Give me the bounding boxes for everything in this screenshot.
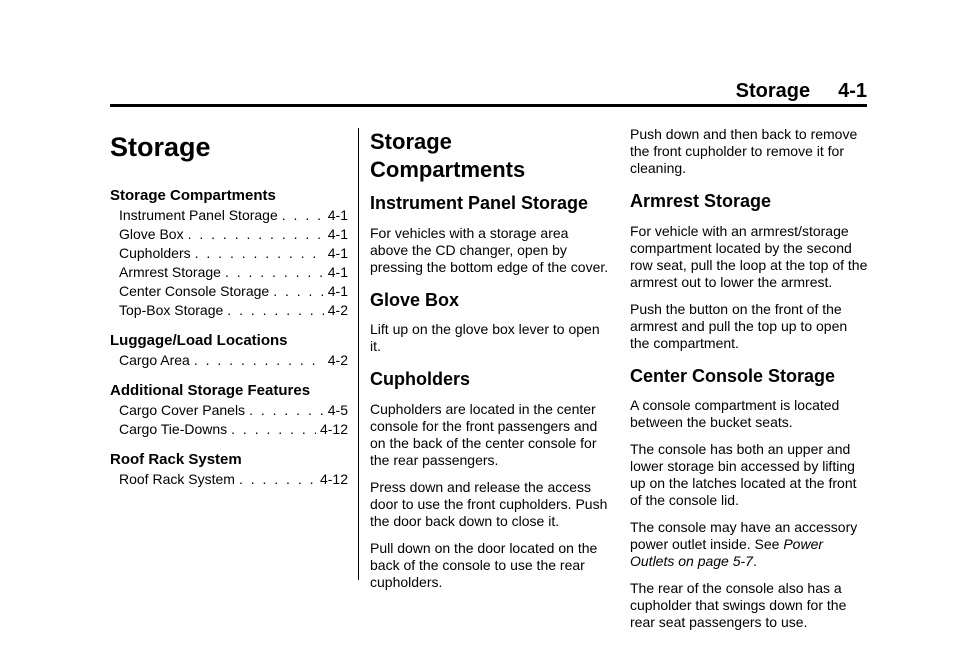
paragraph: Push down and then back to remove the front cupholder to remove it for cleaning. (630, 126, 858, 176)
heading-center-console-storage: Center Console Storage (630, 365, 836, 386)
toc-leader (225, 263, 324, 282)
toc-section-heading: Additional Storage Features (110, 382, 311, 400)
paragraph: The console has both an upper and lower storage bin accessed by lifting up on the latches located at the front of the console lid. (630, 441, 857, 509)
heading-instrument-panel-storage: Instrument Panel Storage (370, 193, 589, 213)
toc-entry-cargo-cover-panels[interactable] (110, 401, 348, 420)
toc-leader (239, 470, 316, 489)
content-column-middle (370, 126, 610, 601)
toc-entry-cargo-area[interactable] (110, 351, 348, 370)
paragraph: A console compartment is located between the bucket seats. (630, 397, 840, 431)
running-header (0, 80, 867, 103)
paragraph: Cupholders are located in the center console for the front passengers and on the back of the center console for the rear passengers. (370, 400, 598, 468)
paragraph: Pull down on the door located on the back of the console to use the rear cupholders. (370, 539, 598, 590)
toc-section-heading: Storage Compartments (110, 187, 276, 205)
toc-entry-page: 4-1 (327, 226, 348, 243)
toc-entry-label: Instrument Panel Storage (119, 207, 278, 224)
toc-entry-label: Cupholders (119, 245, 191, 262)
toc-leader (231, 420, 316, 439)
toc-entry-page: 4-2 (327, 352, 348, 369)
toc-leader (249, 401, 324, 420)
toc-entry-label: Top-Box Storage (119, 302, 224, 319)
toc-column (110, 126, 348, 489)
toc-entry-page: 4-12 (319, 471, 348, 488)
toc-leader (188, 225, 324, 244)
toc-entry-cargo-tie-downs[interactable] (110, 420, 348, 439)
toc-leader (273, 282, 324, 301)
cross-reference-link[interactable]: Power Outlets on page 5-7 (630, 536, 824, 570)
toc-leader (282, 206, 324, 225)
toc-section-heading: Luggage/Load Locations (110, 332, 288, 350)
toc-entry-label: Armrest Storage (119, 264, 221, 281)
toc-entry-page: 4-1 (327, 245, 348, 262)
toc-entry-cupholders[interactable] (110, 244, 348, 263)
paragraph: The rear of the console also has a cupholder that swings down for the rear seat passengers to use. (630, 580, 847, 631)
heading-armrest-storage: Armrest Storage (630, 191, 772, 211)
header-rule (110, 104, 867, 107)
content-column-right (630, 126, 870, 641)
toc-entry-glove-box[interactable] (110, 225, 348, 244)
toc-entry-roof-rack-system[interactable] (110, 470, 348, 489)
toc-entry-label: Roof Rack System (119, 471, 235, 488)
paragraph: Push the button on the front of the armrest and pull the top up to open the compartment. (630, 300, 848, 351)
toc-title: Storage (110, 132, 211, 162)
toc-leader (227, 301, 323, 320)
paragraph: Lift up on the glove box lever to open it. (370, 321, 600, 355)
toc-entry-armrest-storage[interactable] (110, 263, 348, 282)
toc-entry-page: 4-5 (327, 402, 348, 419)
paragraph: For vehicle with an armrest/storage compartment located by the second row seat, pull the loop at the top of the armrest out to lower the armrest. (630, 222, 868, 290)
toc-leader (194, 351, 324, 370)
toc-entry-label: Cargo Tie-Downs (119, 421, 228, 438)
toc-section-heading: Roof Rack System (110, 451, 242, 469)
toc-entry-page: 4-1 (327, 283, 348, 300)
toc-entry-page: 4-1 (327, 207, 348, 224)
column-divider (358, 128, 359, 580)
paragraph-text: . (752, 553, 757, 570)
toc-entry-label: Cargo Area (119, 352, 190, 369)
header-title: Storage (735, 80, 811, 102)
toc-entry-page: 4-1 (327, 264, 348, 281)
paragraph-power-outlets (630, 519, 870, 570)
toc-entry-label: Cargo Cover Panels (119, 402, 246, 419)
header-page-number: 4-1 (838, 80, 867, 102)
toc-entry-label: Center Console Storage (119, 283, 270, 300)
paragraph: Press down and release the access door to use the front cupholders. Push the door back down to close it. (370, 478, 608, 529)
toc-entry-top-box-storage[interactable] (110, 301, 348, 320)
section-title: Storage Compartments (370, 129, 526, 182)
toc-entry-page: 4-2 (327, 302, 348, 319)
toc-leader (195, 244, 324, 263)
heading-cupholders: Cupholders (370, 369, 471, 390)
heading-glove-box: Glove Box (370, 289, 460, 310)
toc-entry-center-console-storage[interactable] (110, 282, 348, 301)
paragraph-text: The console may have an accessory power outlet inside. See (630, 519, 858, 553)
toc-entry-label: Glove Box (119, 226, 184, 243)
toc-entry-instrument-panel-storage[interactable] (110, 206, 348, 225)
toc-entry-page: 4-12 (319, 421, 348, 438)
paragraph: For vehicles with a storage area above the CD changer, open by pressing the bottom edge of the cover. (370, 224, 609, 275)
